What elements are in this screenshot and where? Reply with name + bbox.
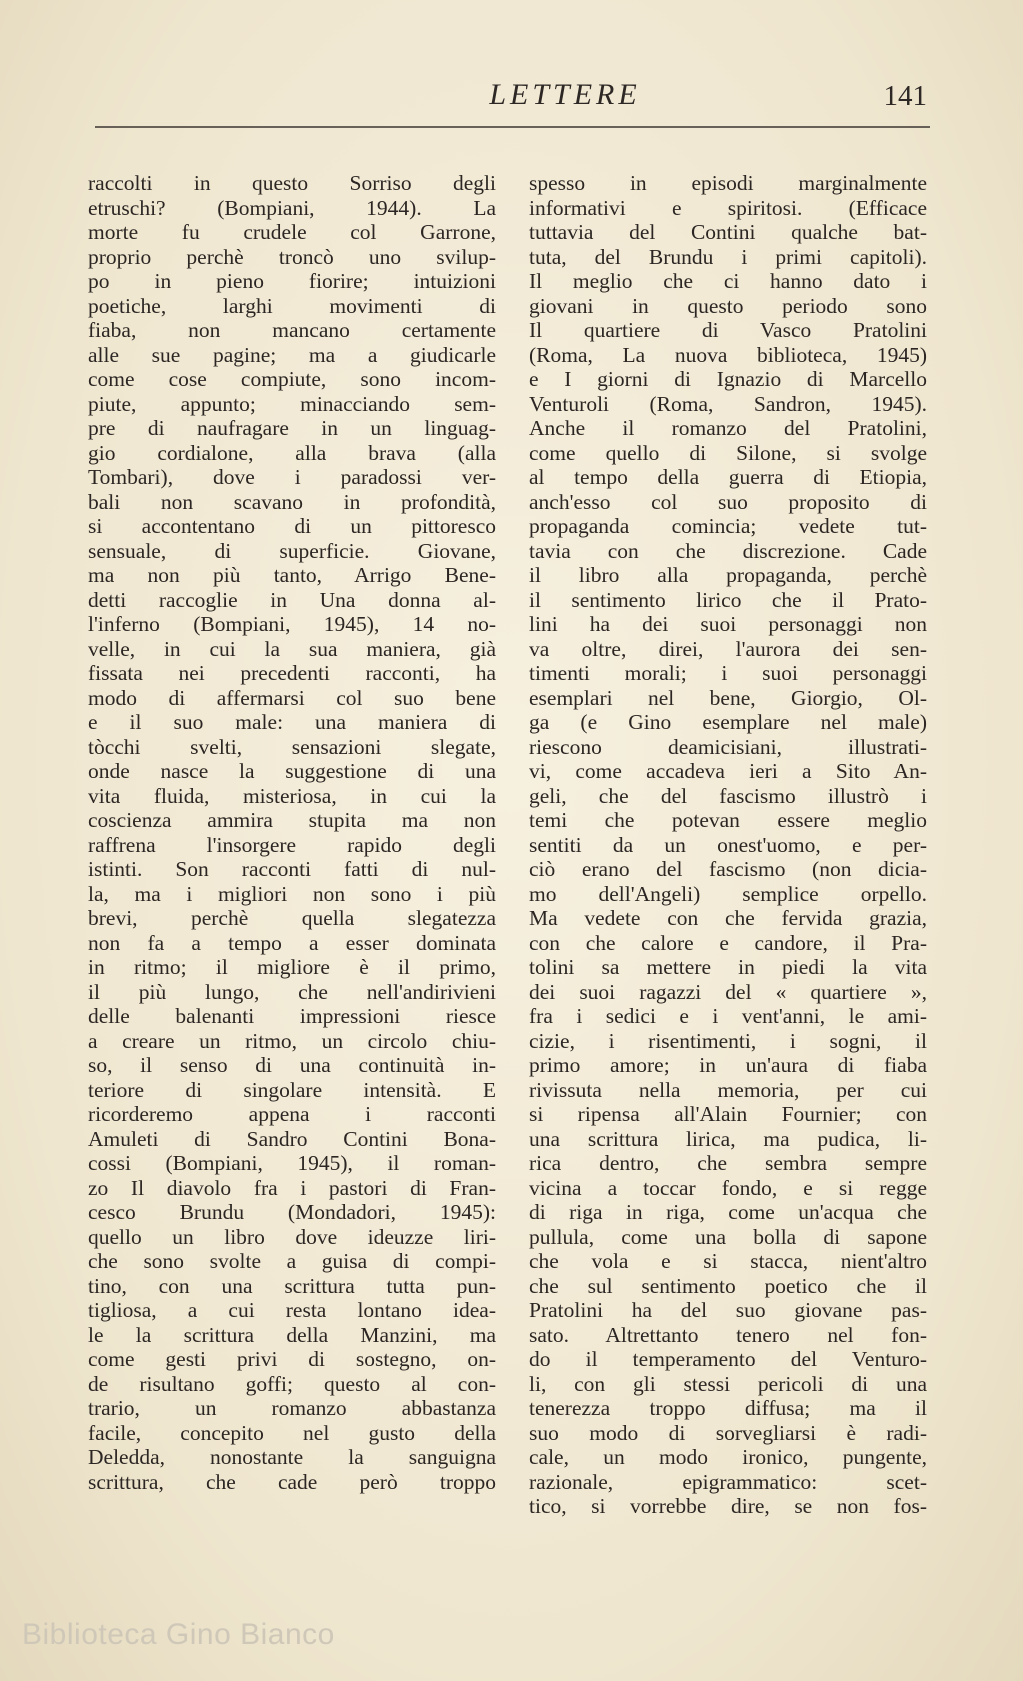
right-column-line: ciò erano del fascismo (non dicia- <box>529 857 927 881</box>
right-column-line: tavia con che discrezione. Cade <box>529 538 927 563</box>
left-text-column <box>88 171 496 1494</box>
left-column-line: onde nasce la suggestione di una <box>88 759 496 783</box>
right-column-line: cale, un modo ironico, pungente, <box>529 1445 927 1469</box>
right-column-line: fra i sedici e i vent'anni, le ami- <box>529 1004 927 1028</box>
right-column-line: al tempo della guerra di Etiopia, <box>529 465 927 489</box>
left-column-line: morte fu crudele col Garrone, <box>88 220 496 244</box>
left-column-line: de risultano goffi; questo al con- <box>88 1371 496 1396</box>
left-column-line: trario, un romanzo abbastanza <box>88 1396 496 1420</box>
left-column-line: zo Il diavolo fra i pastori di Fran- <box>88 1175 496 1200</box>
right-column-line: come quello di Silone, si svolge <box>529 440 927 465</box>
page-number: 141 <box>883 80 927 112</box>
left-column-line: poetiche, larghi movimenti di <box>88 293 496 318</box>
right-column-line: pullula, come una bolla di sapone <box>529 1224 927 1249</box>
right-column-line: il sentimento lirico che il Prato- <box>529 587 927 612</box>
left-column-line: scrittura, che cade però troppo <box>88 1469 496 1494</box>
left-column-line: cossi (Bompiani, 1945), il roman- <box>88 1151 496 1175</box>
left-column-line: fissata nei precedenti racconti, ha <box>88 661 496 685</box>
right-column-line: (Roma, La nuova biblioteca, 1945) <box>529 342 927 367</box>
right-column-line: sato. Altrettanto tenero nel fon- <box>529 1322 927 1347</box>
left-column-line: alle sue pagine; ma a giudicarle <box>88 342 496 367</box>
left-column-line: in ritmo; il migliore è il primo, <box>88 955 496 979</box>
left-column-line: raffrena l'insorgere rapido degli <box>88 832 496 857</box>
left-column-line: sensuale, di superficie. Giovane, <box>88 538 496 563</box>
left-column-line: po in pieno fiorire; intuizioni <box>88 269 496 293</box>
left-column-line: tino, con una scrittura tutta pun- <box>88 1273 496 1298</box>
right-column-line: do il temperamento del Venturo- <box>529 1347 927 1371</box>
left-column-line: non fa a tempo a esser dominata <box>88 930 496 955</box>
left-column-line: l'inferno (Bompiani, 1945), 14 no- <box>88 612 496 636</box>
right-column-line: tenerezza troppo diffusa; ma il <box>529 1396 927 1420</box>
left-column-line: Tombari), dove i paradossi ver- <box>88 465 496 489</box>
left-column-line: ma non più tanto, Arrigo Bene- <box>88 563 496 587</box>
right-column-line: mo dell'Angeli) semplice orpello. <box>529 881 927 906</box>
left-column-line: la, ma i migliori non sono i più <box>88 881 496 906</box>
left-column-line: ricorderemo appena i racconti <box>88 1102 496 1126</box>
right-column-line: cizie, i risentimenti, i sogni, il <box>529 1028 927 1053</box>
right-column-line: che sul sentimento poetico che il <box>529 1273 927 1298</box>
left-column-line: vita fluida, misteriosa, in cui la <box>88 783 496 808</box>
section-title: LETTERE <box>489 78 641 111</box>
right-column-line: geli, che del fascismo illustrò i <box>529 783 927 808</box>
right-column-line: il libro alla propaganda, perchè <box>529 563 927 587</box>
left-column-line: modo di affermarsi col suo bene <box>88 685 496 710</box>
left-column-line: cesco Brundu (Mondadori, 1945): <box>88 1200 496 1224</box>
right-column-line: di riga in riga, come un'acqua che <box>529 1200 927 1224</box>
right-column-line: tolini sa mettere in piedi la vita <box>529 955 927 979</box>
right-column-line: temi che potevan essere meglio <box>529 808 927 832</box>
right-column-line: tuta, del Brundu i primi capitoli). <box>529 244 927 269</box>
left-column-line: tigliosa, a cui resta lontano idea- <box>88 1298 496 1322</box>
left-column-line: tòcchi svelti, sensazioni slegate, <box>88 734 496 759</box>
right-column-line: rica dentro, che sembra sempre <box>529 1151 927 1175</box>
right-column-line: lini ha dei suoi personaggi non <box>529 612 927 636</box>
right-column-line: Venturoli (Roma, Sandron, 1945). <box>529 391 927 416</box>
left-column-line: teriore di singolare intensità. E <box>88 1077 496 1102</box>
right-column-line: li, con gli stessi pericoli di una <box>529 1371 927 1396</box>
right-column-line: vicina a toccar fondo, e si regge <box>529 1175 927 1200</box>
right-column-line: tuttavia del Contini qualche bat- <box>529 220 927 244</box>
right-column-line: e I giorni di Ignazio di Marcello <box>529 367 927 391</box>
right-column-line: spesso in episodi marginalmente <box>529 171 927 195</box>
left-column-line: fiaba, non mancano certamente <box>88 318 496 342</box>
left-column-line: brevi, perchè quella slegatezza <box>88 906 496 930</box>
right-column-line: riescono deamicisiani, illustrati- <box>529 734 927 759</box>
running-head <box>95 78 935 118</box>
right-column-line: rivissuta nella memoria, per cui <box>529 1077 927 1102</box>
left-column-line: detti raccoglie in Una donna al- <box>88 587 496 612</box>
left-column-line: coscienza ammira stupita ma non <box>88 808 496 832</box>
right-column-line: si ripensa all'Alain Fournier; con <box>529 1102 927 1126</box>
header-rule <box>95 126 930 128</box>
right-column-line: dei suoi ragazzi del « quartiere », <box>529 979 927 1004</box>
left-column-line: gio cordialone, alla brava (alla <box>88 440 496 465</box>
right-column-line: Il quartiere di Vasco Pratolini <box>529 318 927 342</box>
right-column-line: giovani in questo periodo sono <box>529 293 927 318</box>
left-column-line: facile, concepito nel gusto della <box>88 1420 496 1445</box>
left-column-line: il più lungo, che nell'andirivieni <box>88 979 496 1004</box>
right-text-column <box>529 171 927 1519</box>
right-column-line: primo amore; in un'aura di fiaba <box>529 1053 927 1077</box>
right-column-line: informativi e spiritosi. (Efficace <box>529 195 927 220</box>
left-column-line: etruschi? (Bompiani, 1944). La <box>88 195 496 220</box>
left-column-line: piute, appunto; minacciando sem- <box>88 391 496 416</box>
right-column-line: sentiti da un onest'uomo, e per- <box>529 832 927 857</box>
left-column-line: istinti. Son racconti fatti di nul- <box>88 857 496 881</box>
left-column-line: raccolti in questo Sorriso degli <box>88 171 496 195</box>
left-column-line: velle, in cui la sua maniera, già <box>88 636 496 661</box>
library-watermark: Biblioteca Gino Bianco <box>22 1618 335 1651</box>
right-column-line: Pratolini ha del suo giovane pas- <box>529 1298 927 1322</box>
left-column-line: si accontentano di un pittoresco <box>88 514 496 538</box>
left-column-line: Deledda, nonostante la sanguigna <box>88 1445 496 1469</box>
right-column-line: con che calore e candore, il Pra- <box>529 930 927 955</box>
left-column-line: quello un libro dove ideuzze liri- <box>88 1224 496 1249</box>
right-column-line: tico, si vorrebbe dire, se non fos- <box>529 1494 927 1518</box>
right-column-line: razionale, epigrammatico: scet- <box>529 1469 927 1494</box>
left-column-line: le la scrittura della Manzini, ma <box>88 1322 496 1347</box>
left-column-line: Amuleti di Sandro Contini Bona- <box>88 1126 496 1151</box>
left-column-line: delle balenanti impressioni riesce <box>88 1004 496 1028</box>
right-column-line: che vola e si stacca, nient'altro <box>529 1249 927 1273</box>
left-column-line: e il suo male: una maniera di <box>88 710 496 734</box>
right-column-line: suo modo di sorvegliarsi è radi- <box>529 1420 927 1445</box>
right-column-line: vi, come accadeva ieri a Sito An- <box>529 759 927 783</box>
left-column-line: so, il senso di una continuità in- <box>88 1053 496 1077</box>
left-column-line: bali non scavano in profondità, <box>88 489 496 514</box>
right-column-line: Ma vedete con che fervida grazia, <box>529 906 927 930</box>
right-column-line: va oltre, direi, l'aurora dei sen- <box>529 636 927 661</box>
right-column-line: anch'esso col suo proposito di <box>529 489 927 514</box>
right-column-line: Il meglio che ci hanno dato i <box>529 269 927 293</box>
left-column-line: a creare un ritmo, un circolo chiu- <box>88 1028 496 1053</box>
right-column-line: timenti morali; i suoi personaggi <box>529 661 927 685</box>
left-column-line: come gesti privi di sostegno, on- <box>88 1347 496 1371</box>
right-column-line: esemplari nel bene, Giorgio, Ol- <box>529 685 927 710</box>
left-column-line: proprio perchè troncò uno svilup- <box>88 244 496 269</box>
right-column-line: propaganda comincia; vedete tut- <box>529 514 927 538</box>
left-column-line: come cose compiute, sono incom- <box>88 367 496 391</box>
left-column-line: pre di naufragare in un linguag- <box>88 416 496 440</box>
left-column-line: che sono svolte a guisa di compi- <box>88 1249 496 1273</box>
right-column-line: ga (e Gino esemplare nel male) <box>529 710 927 734</box>
right-column-line: Anche il romanzo del Pratolini, <box>529 416 927 440</box>
right-column-line: una scrittura lirica, ma pudica, li- <box>529 1126 927 1151</box>
